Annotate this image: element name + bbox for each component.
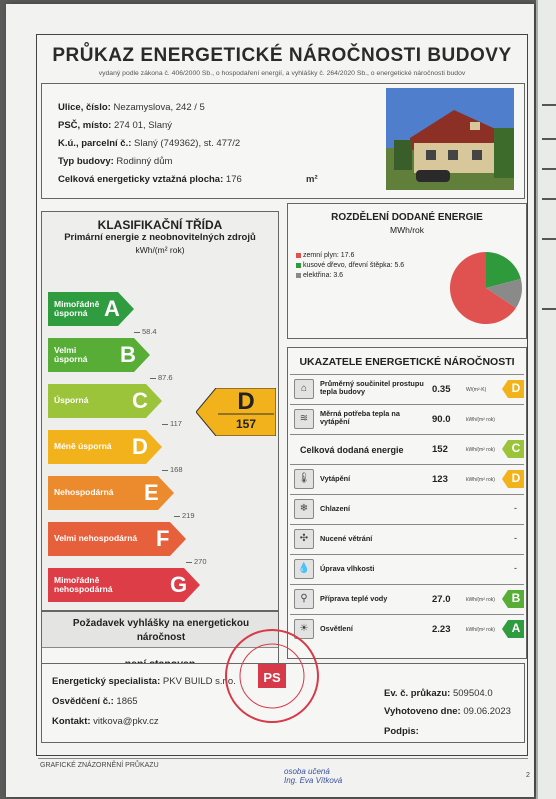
- fan-icon: ✣: [294, 529, 314, 549]
- indicator-value: 27.0: [432, 594, 451, 605]
- class-arrow-b: [48, 338, 150, 372]
- indicator-row: [290, 464, 524, 492]
- class-threshold: 219: [174, 511, 195, 520]
- official-stamp: [222, 626, 322, 726]
- lightbulb-icon: ☀: [294, 619, 314, 639]
- indicator-empty: -: [514, 563, 517, 573]
- classification-box: [41, 211, 279, 611]
- class-label: Úsporná: [54, 395, 89, 406]
- class-label: Mimořádně nehospodárná: [54, 574, 113, 594]
- class-letter: G: [170, 572, 188, 597]
- legend-item: zemní plyn: 17.6: [296, 252, 354, 259]
- indicator-value: 2.23: [432, 624, 451, 635]
- energy-pie-chart: [448, 242, 524, 332]
- current-class-value: 157: [235, 417, 257, 431]
- indicator-name: Příprava teplé vody: [320, 594, 388, 603]
- indicator-name: Měrná potřeba tepla na vytápění: [320, 409, 400, 427]
- indicator-row: [290, 554, 524, 582]
- indicator-row: [290, 404, 524, 432]
- distribution-title: ROZDĚLENÍ DODANÉ ENERGIE: [331, 212, 483, 223]
- psc-line: PSČ, místo: 274 01, Slaný: [58, 120, 173, 131]
- svg-text:PS: PS: [263, 670, 281, 685]
- indicator-unit: kWh/(m² rok): [466, 447, 495, 453]
- parcel-line: K.ú., parcelní č.: Slaný (749362), st. 477/2: [58, 138, 241, 149]
- indicator-value: 123: [432, 474, 448, 485]
- requirement-title: Požadavek vyhlášky na energetickou náročnost: [72, 618, 250, 643]
- class-label: Méně úsporná: [54, 441, 112, 452]
- certificate-subtitle: vydaný podle zákona č. 406/2000 Sb., o hospodaření energií, a vyhlášky č. 264/2020 Sb., o energetické náročnosti budov: [98, 70, 466, 77]
- indicator-class-letter: D: [511, 381, 521, 395]
- handwritten-signature: osoba učená Ing. Eva Vítková: [284, 767, 343, 785]
- class-arrow-g: [48, 568, 200, 602]
- indicator-name: Průměrný součinitel prostupu tepla budovy: [320, 379, 424, 397]
- thermometer-icon: 🌡: [294, 469, 314, 489]
- adjacent-page-edge: [536, 0, 556, 799]
- house-icon: ⌂: [294, 379, 314, 399]
- class-letter: A: [104, 296, 120, 321]
- area-line: Celková energeticky vztažná plocha: 176 m²: [58, 174, 318, 185]
- indicator-unit: kWh/(m² rok): [466, 627, 495, 633]
- class-arrow-c: [48, 384, 162, 418]
- class-arrow-f: [48, 522, 186, 556]
- indicator-name: Úprava vlhkosti: [320, 564, 375, 573]
- indicator-name: Nucené větrání: [320, 534, 373, 543]
- certificate-title: PRŮKAZ ENERGETICKÉ NÁROČNOSTI BUDOVY: [52, 45, 512, 66]
- class-threshold: 58.4: [134, 327, 157, 336]
- cooling-icon: ❄: [294, 499, 314, 519]
- certificate-number: Osvědčení č.: 1865: [52, 696, 138, 707]
- evidence-number: Ev. č. průkazu: 509504.0: [384, 688, 493, 699]
- indicator-row: [290, 374, 524, 402]
- class-arrow-d: [48, 430, 162, 464]
- legend-item: elektřina: 3.6: [296, 272, 343, 279]
- class-label: Velmi nehospodárná: [54, 533, 138, 544]
- indicator-class-letter: A: [511, 621, 521, 635]
- class-letter: F: [156, 526, 170, 551]
- street-line: Ulice, číslo: Nezamyslova, 242 / 5: [58, 102, 205, 113]
- specialist-contact: Kontakt: vitkova@pkv.cz: [52, 716, 159, 727]
- indicator-unit: kWh/(m² rok): [466, 597, 495, 603]
- building-type-line: Typ budovy: Rodinný dům: [58, 156, 173, 167]
- class-letter: C: [132, 388, 148, 413]
- energy-distribution-box: [287, 203, 527, 339]
- building-info-box: [41, 83, 525, 199]
- indicator-name: Chlazení: [320, 504, 351, 513]
- indicator-row: [290, 494, 524, 522]
- indicator-empty: -: [514, 503, 517, 513]
- building-photo: [386, 88, 514, 190]
- class-label: Mimořádně úsporná: [54, 298, 100, 318]
- indicator-class-letter: D: [511, 471, 521, 485]
- legend-swatch: [296, 273, 301, 278]
- indicators-box: [287, 347, 527, 659]
- footer-line: [38, 758, 528, 759]
- issue-date: Vyhotoveno dne: 09.06.2023: [384, 706, 511, 717]
- class-letter: B: [120, 342, 136, 367]
- indicator-value: 90.0: [432, 414, 451, 425]
- footer-caption: GRAFICKÉ ZNÁZORNĚNÍ PRŮKAZU: [40, 762, 159, 769]
- indicators-title: UKAZATELE ENERGETICKÉ NÁROČNOSTI: [299, 356, 515, 368]
- indicator-unit: W/(m²·K): [466, 387, 487, 393]
- current-class-letter: D: [237, 388, 255, 415]
- document-page: [6, 4, 534, 797]
- class-label: Nehospodárná: [54, 487, 114, 498]
- indicator-value: 0.35: [432, 384, 451, 395]
- indicator-row: [290, 524, 524, 552]
- heat-demand-icon: ≋: [294, 409, 314, 429]
- class-threshold: 168: [162, 465, 183, 474]
- legend-swatch: [296, 263, 301, 268]
- indicator-class-letter: C: [511, 441, 521, 455]
- class-arrow-e: [48, 476, 174, 510]
- classification-title: KLASIFIKAČNÍ TŘÍDA: [97, 218, 223, 232]
- legend-swatch: [296, 253, 301, 258]
- current-class-marker: [196, 388, 276, 436]
- faucet-icon: ⚲: [294, 589, 314, 609]
- class-label: Velmi úsporná: [54, 344, 88, 364]
- page-number: 2: [526, 772, 530, 779]
- indicator-empty: -: [514, 533, 517, 543]
- humidity-icon: 💧: [294, 559, 314, 579]
- indicator-name: Celková dodaná energie: [300, 445, 404, 455]
- indicator-name: Vytápění: [320, 474, 351, 483]
- legend-item: kusové dřevo, dřevní štěpka: 5.6: [296, 262, 404, 269]
- signature-label: Podpis:: [384, 726, 419, 737]
- class-threshold: 117: [162, 419, 182, 428]
- indicator-row: [290, 434, 524, 462]
- indicator-row: [290, 584, 524, 612]
- indicator-value: 152: [432, 444, 448, 455]
- class-threshold: 87.6: [150, 373, 173, 382]
- distribution-unit: MWh/rok: [390, 225, 424, 235]
- specialist-name: Energetický specialista: PKV BUILD s.r.o.: [52, 676, 236, 687]
- classification-unit: kWh/(m² rok): [135, 245, 185, 255]
- class-letter: D: [132, 434, 148, 459]
- indicator-unit: kWh/(m² rok): [466, 477, 495, 483]
- class-letter: E: [144, 480, 159, 505]
- classification-subtitle: Primární energie z neobnovitelných zdrojů: [64, 232, 256, 243]
- indicator-name: Osvětlení: [320, 624, 353, 633]
- indicator-row: [290, 614, 524, 642]
- class-arrow-a: [48, 292, 134, 326]
- class-threshold: 270: [186, 557, 207, 566]
- indicator-unit: kWh/(m² rok): [466, 417, 495, 423]
- indicator-class-letter: B: [511, 591, 521, 605]
